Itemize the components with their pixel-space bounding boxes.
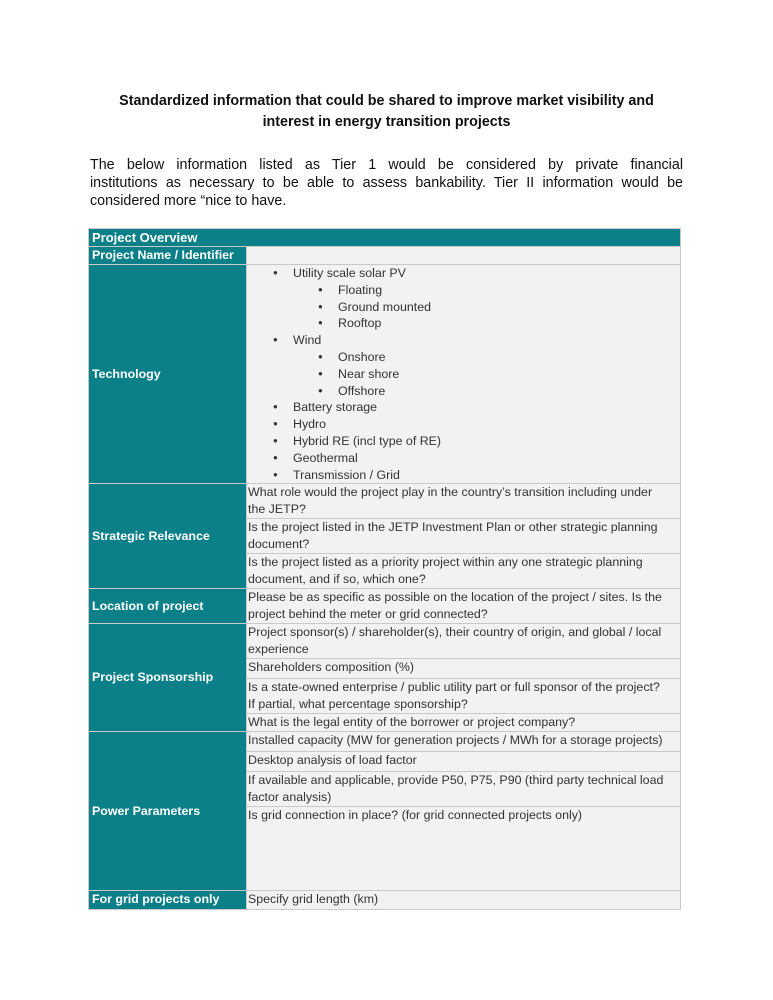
power-row bbox=[247, 807, 681, 891]
grid-projects-label: For grid projects only bbox=[89, 891, 247, 910]
sponsorship-row-1-line-2: experience bbox=[248, 642, 309, 657]
power-row-3-line-2: factor analysis) bbox=[248, 790, 332, 805]
technology-item: ● Transmission / Grid bbox=[248, 467, 678, 484]
strategic-row bbox=[247, 519, 681, 554]
sponsorship-row-4-line-1: What is the legal entity of the borrower or project company? bbox=[248, 715, 576, 730]
technology-item: ● Hydro bbox=[248, 416, 678, 433]
technology-item: ● Near shore bbox=[248, 366, 678, 383]
strategic-row-1-line-1: What role would the project play in the country’s transition including under bbox=[248, 485, 653, 500]
technology-item: ● Offshore bbox=[248, 383, 678, 400]
table-header: Project Overview bbox=[89, 229, 681, 247]
strategic-row bbox=[247, 554, 681, 589]
power-row bbox=[247, 752, 681, 772]
title-line-1: Standardized information that could be shared to improve market visibility and bbox=[119, 93, 654, 109]
sponsorship-row bbox=[247, 714, 681, 732]
technology-item: ● Geothermal bbox=[248, 450, 678, 467]
technology-item: ● Onshore bbox=[248, 349, 678, 366]
sponsorship-row bbox=[247, 679, 681, 714]
power-row-1-line-1: Installed capacity (MW for generation projects / MWh for a storage projects) bbox=[248, 733, 663, 748]
location-row bbox=[247, 589, 681, 624]
technology-item: ● Ground mounted bbox=[248, 299, 678, 316]
power-row bbox=[247, 732, 681, 752]
power-parameters-label: Power Parameters bbox=[89, 732, 247, 891]
technology-item: ● Hybrid RE (incl type of RE) bbox=[248, 433, 678, 450]
power-row-4-line-1: Is grid connection in place? (for grid connected projects only) bbox=[248, 808, 583, 823]
intro-paragraph bbox=[90, 156, 683, 210]
project-overview-table bbox=[88, 228, 681, 910]
sponsorship-row-3-line-1: Is a state-owned enterprise / public utility part or full sponsor of the project? bbox=[248, 680, 660, 695]
project-name-value bbox=[247, 247, 681, 265]
strategic-row-1-line-2: the JETP? bbox=[248, 502, 306, 517]
technology-item: ● Rooftop bbox=[248, 315, 678, 332]
grid-projects-value: Specify grid length (km) bbox=[247, 891, 681, 910]
sponsorship-row-3-line-2: If partial, what percentage sponsorship? bbox=[248, 697, 468, 712]
technology-item: ● Floating bbox=[248, 282, 678, 299]
intro-line-1: The below information listed as Tier 1 would be considered by private financial bbox=[90, 157, 683, 173]
technology-value bbox=[247, 265, 681, 484]
technology-label: Technology bbox=[89, 265, 247, 484]
intro-line-2: institutions as necessary to be able to assess bankability. Tier II information would be bbox=[90, 175, 683, 191]
technology-item: ● Wind bbox=[248, 332, 678, 349]
location-label: Location of project bbox=[89, 589, 247, 624]
strategic-row-3-line-1: Is the project listed as a priority project within any one strategic planning bbox=[248, 555, 643, 570]
power-row-2-line-1: Desktop analysis of load factor bbox=[248, 753, 417, 768]
sponsorship-row bbox=[247, 624, 681, 659]
strategic-relevance-label: Strategic Relevance bbox=[89, 484, 247, 589]
strategic-row-2-line-1: Is the project listed in the JETP Investment Plan or other strategic planning bbox=[248, 520, 658, 535]
project-name-label: Project Name / Identifier bbox=[89, 247, 247, 265]
project-sponsorship-label: Project Sponsorship bbox=[89, 624, 247, 732]
sponsorship-row bbox=[247, 659, 681, 679]
sponsorship-row-2-line-1: Shareholders composition (%) bbox=[248, 660, 414, 675]
location-line-2: project behind the meter or grid connected? bbox=[248, 607, 488, 622]
title-line-2: interest in energy transition projects bbox=[262, 114, 511, 130]
sponsorship-row-1-line-1: Project sponsor(s) / shareholder(s), their country of origin, and global / local bbox=[248, 625, 662, 640]
strategic-row-3-line-2: document, and if so, which one? bbox=[248, 572, 426, 587]
document-title bbox=[90, 91, 683, 133]
technology-item: ● Utility scale solar PV bbox=[248, 265, 678, 282]
technology-item: ● Battery storage bbox=[248, 399, 678, 416]
technology-list bbox=[248, 265, 678, 483]
strategic-row bbox=[247, 484, 681, 519]
power-row bbox=[247, 772, 681, 807]
intro-line-3: considered more “nice to have. bbox=[90, 193, 287, 209]
power-row-3-line-1: If available and applicable, provide P50, P75, P90 (third party technical load bbox=[248, 773, 664, 788]
location-line-1: Please be as specific as possible on the location of the project / sites. Is the bbox=[248, 590, 662, 605]
strategic-row-2-line-2: document? bbox=[248, 537, 310, 552]
